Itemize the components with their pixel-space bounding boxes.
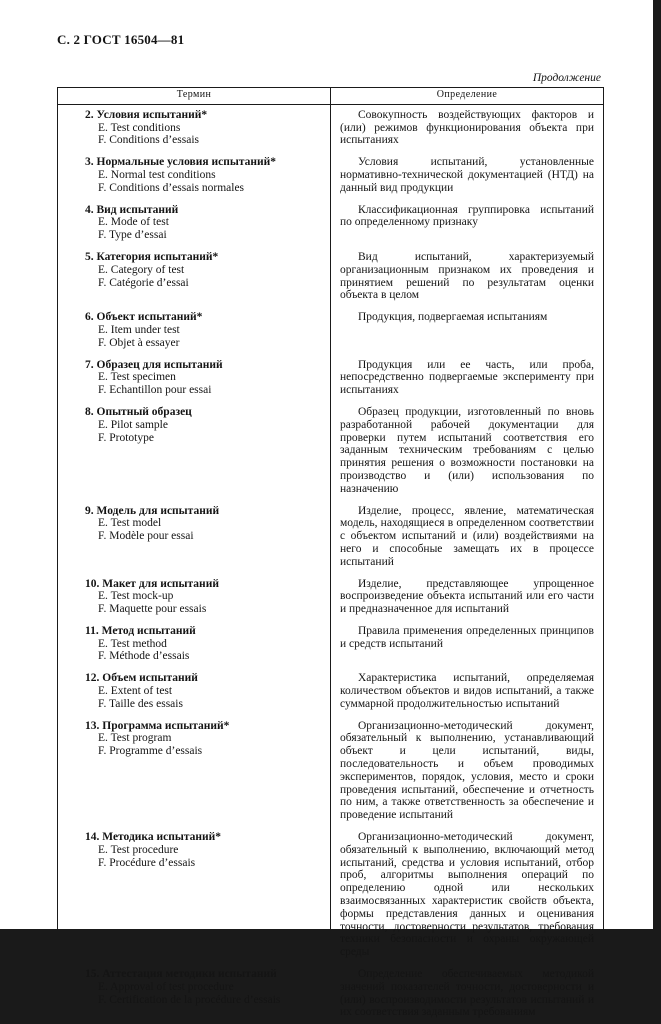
table-row	[58, 501, 604, 574]
definition-cell	[331, 247, 604, 307]
definition-text: Правила применения определенных принципов и средств испытаний	[340, 624, 594, 650]
term-number: 6.	[85, 311, 94, 324]
definition-cell	[331, 501, 604, 574]
term-cell	[58, 964, 331, 1024]
term-english: E. Test procedure	[98, 843, 179, 856]
term-english: E. Test specimen	[98, 371, 176, 384]
column-header-definition: Определение	[331, 88, 604, 105]
term-title	[85, 624, 324, 638]
definition-text: Образец продукции, изготовленный по вновь разработанной рабочей документации для проверки путем испытаний соответствия его заданным техническим требованиям с целью принятия решения о возможности постановки на производство и (или) использования по назначению	[340, 405, 594, 495]
term-name: Опытный образец	[96, 405, 192, 418]
definition-cell	[331, 402, 604, 501]
term-english: E. Normal test conditions	[98, 168, 216, 181]
term-number: 8.	[85, 405, 94, 418]
term-french: F. Conditions d’essais normales	[98, 181, 245, 194]
term-number: 14.	[85, 831, 100, 844]
definition-text: Организационно-методический документ, обязательный к выполнению, включающий метод испытаний, средства и условия испытаний, отбор проб, алгоритмы выполнения операций по определению одной или нескольких взаимосвязанных характеристик свойств объекта, формы представления данных и оценивания точности, достоверности результатов, требования техники безопасности и охраны окружающей среды	[340, 831, 594, 959]
term-french: F. Procédure d’essais	[98, 856, 196, 869]
term-name: Программа испытаний*	[102, 719, 230, 732]
term-title	[85, 108, 324, 122]
term-name: Методика испытаний*	[102, 831, 221, 844]
term-number: 15.	[85, 968, 100, 981]
term-title	[85, 719, 324, 733]
table-row	[58, 247, 604, 307]
term-title	[85, 504, 324, 518]
term-french: F. Modèle pour essai	[98, 530, 194, 543]
term-name: Вид испытаний	[96, 203, 179, 216]
term-cell	[58, 152, 331, 199]
term-cell	[58, 307, 331, 354]
term-english: E. Extent of test	[98, 685, 173, 698]
term-french: F. Type d’essai	[98, 229, 167, 242]
term-title	[85, 311, 324, 324]
table-row	[58, 668, 604, 715]
term-title	[85, 358, 324, 372]
term-cell	[58, 827, 331, 964]
definition-cell	[331, 152, 604, 199]
term-english: E. Test program	[98, 732, 172, 745]
definition-cell	[331, 307, 604, 354]
terms-table	[57, 87, 604, 1024]
term-french: F. Catégorie d’essai	[98, 276, 189, 289]
term-number: 9.	[85, 504, 94, 517]
definition-cell	[331, 716, 604, 827]
term-cell	[58, 104, 331, 152]
definition-text: Условия испытаний, установленные нормативно-технической документацией (НТД) на данный вид продукции	[340, 156, 594, 194]
term-title	[85, 250, 324, 264]
column-header-term: Термин	[58, 88, 331, 105]
definition-text: Определение обеспечиваемых методикой значений показателей точности, достоверности и (или) воспроизводимости результатов испытаний и их соответствия заданным требованиям	[340, 968, 594, 1019]
continuation-label: Продолжение	[532, 72, 601, 84]
term-title	[85, 577, 324, 591]
term-english: E. Test model	[98, 517, 162, 530]
definition-cell	[331, 827, 604, 964]
term-cell	[58, 200, 331, 247]
term-number: 3.	[85, 156, 94, 169]
term-french: F. Objet à essayer	[98, 336, 180, 349]
term-french: F. Taille des essais	[98, 697, 183, 710]
page-header: С. 2 ГОСТ 16504—81	[57, 32, 185, 47]
term-english: E. Category of test	[98, 263, 185, 276]
term-title	[85, 968, 324, 981]
term-english: E. Item under test	[98, 323, 180, 336]
table-row	[58, 574, 604, 621]
definition-text: Изделие, представляющее упрощенное воспроизведение объекта испытаний или его части и предназначенное для испытаний	[340, 577, 594, 616]
header-row	[58, 88, 604, 105]
terms-table-body	[58, 104, 604, 1024]
definition-text: Классификационная группировка испытаний по определенному признаку	[340, 203, 594, 229]
term-cell	[58, 247, 331, 307]
term-cell	[58, 355, 331, 402]
term-name: Категория испытаний*	[96, 250, 219, 263]
term-cell	[58, 402, 331, 501]
term-title	[85, 405, 324, 419]
term-english: E. Test mock-up	[98, 590, 174, 603]
term-french: F. Méthode d’essais	[98, 650, 190, 663]
term-number: 13.	[85, 719, 100, 732]
definition-cell	[331, 574, 604, 621]
term-number: 5.	[85, 250, 94, 263]
term-title	[85, 831, 324, 844]
term-french: F. Maquette pour essais	[98, 603, 207, 616]
term-name: Объект испытаний*	[96, 311, 203, 324]
definition-cell	[331, 621, 604, 668]
term-number: 12.	[85, 672, 100, 685]
term-name: Объем испытаний	[102, 672, 198, 685]
table-row	[58, 200, 604, 247]
term-cell	[58, 716, 331, 827]
term-french: F. Certification de la procédure d’essais	[98, 993, 281, 1006]
term-english: E. Mode of test	[98, 216, 169, 229]
term-cell	[58, 668, 331, 715]
definition-text: Продукция, подвергаемая испытаниям	[358, 311, 548, 324]
definition-text: Характеристика испытаний, определяемая количеством объектов и видов испытаний, а также суммарной продолжительностью испытаний	[340, 672, 594, 710]
term-english: E. Test conditions	[98, 121, 181, 134]
terms-table-head	[58, 88, 604, 105]
term-cell	[58, 574, 331, 621]
term-number: 7.	[85, 358, 94, 371]
term-cell	[58, 621, 331, 668]
term-number: 4.	[85, 203, 94, 216]
definition-text: Совокупность воздействующих факторов и (или) режимов функционирования объекта при испытаниях	[340, 108, 594, 147]
definition-text: Вид испытаний, характеризуемый организационным признаком их проведения и принятием решений по результатам оценки объекта в целом	[340, 250, 594, 302]
term-english: E. Test method	[98, 637, 167, 650]
term-name: Макет для испытаний	[102, 577, 219, 590]
term-name: Метод испытаний	[101, 624, 196, 637]
table-row	[58, 964, 604, 1024]
term-title	[85, 156, 324, 169]
definition-cell	[331, 200, 604, 247]
definition-text: Продукция или ее часть, или проба, непосредственно подвергаемые эксперименту при испытаниях	[340, 358, 594, 397]
term-title	[85, 203, 324, 217]
table-row	[58, 152, 604, 199]
term-number: 10.	[85, 577, 100, 590]
definition-cell	[331, 668, 604, 715]
definition-cell	[331, 355, 604, 402]
term-name: Модель для испытаний	[96, 504, 220, 517]
term-title	[85, 672, 324, 685]
table-row	[58, 827, 604, 964]
term-number: 11.	[85, 624, 99, 637]
term-english: E. Approval of test procedure	[98, 980, 234, 993]
term-french: F. Echantillon pour essai	[98, 384, 212, 397]
table-row	[58, 307, 604, 354]
term-french: F. Programme d’essais	[98, 745, 203, 758]
table-row	[58, 716, 604, 827]
table-row	[58, 402, 604, 501]
term-english: E. Pilot sample	[98, 418, 168, 431]
table-row	[58, 104, 604, 152]
term-number: 2.	[85, 108, 94, 121]
definition-cell	[331, 104, 604, 152]
term-name: Аттестация методики испытаний	[102, 968, 277, 981]
table-row	[58, 621, 604, 668]
term-name: Нормальные условия испытаний*	[96, 156, 276, 169]
definition-text: Изделие, процесс, явление, математическая модель, находящиеся в определенном соответствии с объектом испытаний и (или) воздействиями на него и способные замещать их в процессе испытаний	[340, 504, 594, 568]
table-row	[58, 355, 604, 402]
term-name: Образец для испытаний	[96, 358, 223, 371]
definition-cell	[331, 964, 604, 1024]
term-name: Условия испытаний*	[96, 108, 208, 121]
definition-text: Организационно-методический документ, обязательный к выполнению, устанавливающий объект и цели испытаний, виды, последовательность и объем проводимых экспериментов, порядок, условия, место и сроки проведения испытаний, обеспечение и отчетность по ним, а также ответственность за обеспечение и проведение испытаний	[340, 719, 594, 822]
term-french: F. Conditions d’essais	[98, 134, 199, 147]
term-french: F. Prototype	[98, 431, 154, 444]
term-cell	[58, 501, 331, 574]
